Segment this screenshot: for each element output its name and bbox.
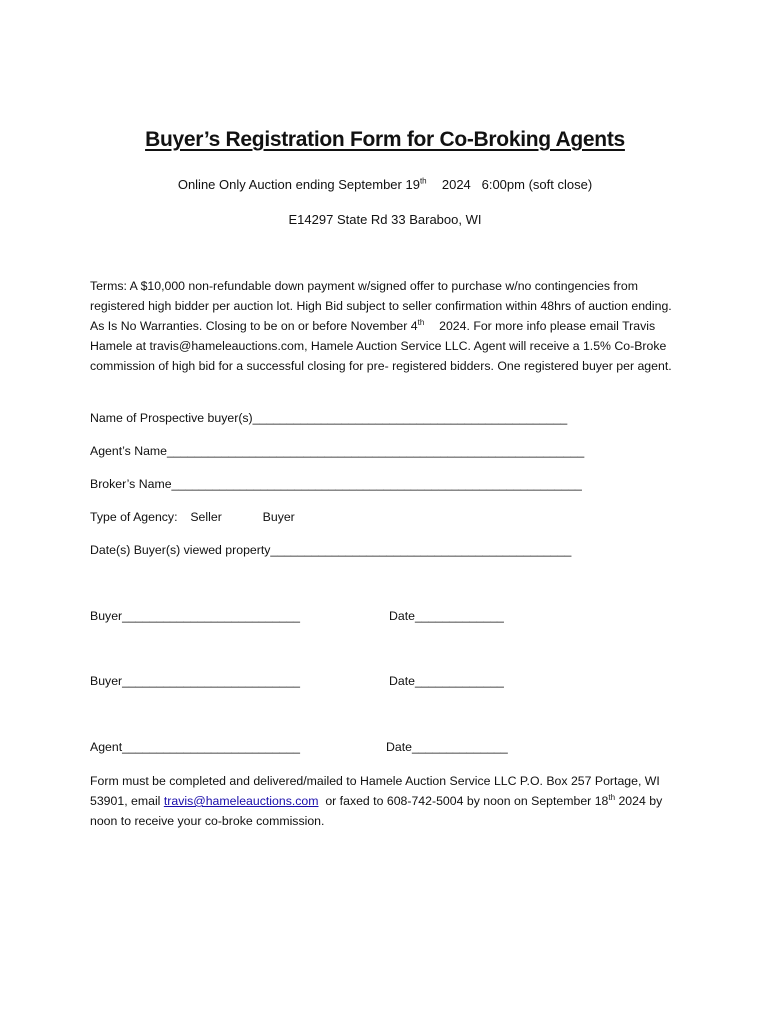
terms-text-part2: 2024. For more info please email Travis Hamele at travis@hameleauctions.com, Hamele Auction Service LLC. Agent will receive a 1.5% Co-Broke commission of high bid for a successful closing for pre- registered bidders. One registered buyer per agent. — [90, 319, 672, 373]
agent-name-field[interactable]: Agent’s Name_____________________________________________________________ — [90, 444, 585, 458]
property-address: E14297 State Rd 33 Baraboo, WI — [288, 212, 482, 227]
footer-text-part3: 2024 by noon to receive your co-broke commission. — [90, 794, 663, 828]
broker-name-field[interactable]: Broker’s Name____________________________________________________________ — [90, 477, 582, 491]
footer-sup: th — [608, 792, 616, 802]
buyer-signature-2[interactable]: Buyer__________________________ — [90, 674, 300, 688]
agency-seller-option[interactable]: Seller — [190, 510, 222, 524]
date-field-2[interactable]: Date_____________ — [389, 674, 504, 688]
dates-viewed-field[interactable]: Date(s) Buyer(s) viewed property____________________________________________ — [90, 543, 572, 557]
agency-type-row — [90, 510, 295, 524]
subtitle-sup: th — [419, 176, 427, 186]
agency-buyer-option[interactable]: Buyer — [262, 510, 295, 524]
auction-subtitle — [0, 177, 770, 192]
terms-sup: th — [417, 317, 425, 327]
footer-text-part2: or faxed to 608-742-5004 by noon on September 18 — [318, 794, 609, 808]
date-field-1[interactable]: Date_____________ — [389, 609, 504, 623]
footer-text-part1: Form must be completed and delivered/mailed to Hamele Auction Service LLC P.O. Box 257 Portage, WI 53901, email — [90, 774, 660, 808]
form-title: Buyer’s Registration Form for Co-Broking Agents — [145, 128, 625, 151]
footer-instructions — [90, 771, 688, 831]
terms-text-part1: Terms: A $10,000 non-refundable down payment w/signed offer to purchase w/no contingencies from registered high bidder per auction lot. High Bid subject to seller confirmation within 48hrs of auction ending. As Is No Warranties. Closing to be on or before November 4 — [90, 279, 672, 333]
terms-paragraph — [90, 276, 688, 376]
agent-signature[interactable]: Agent__________________________ — [90, 740, 300, 754]
buyer-signature-1[interactable]: Buyer__________________________ — [90, 609, 300, 623]
prospective-buyer-field[interactable]: Name of Prospective buyer(s)______________________________________________ — [90, 411, 568, 425]
agency-type-label: Type of Agency: — [90, 510, 178, 524]
subtitle-text-end: 2024 6:00pm (soft close) — [441, 177, 593, 192]
subtitle-text: Online Only Auction ending September 19 — [177, 177, 420, 192]
date-field-3[interactable]: Date______________ — [386, 740, 508, 754]
email-link[interactable]: travis@hameleauctions.com — [163, 794, 319, 808]
